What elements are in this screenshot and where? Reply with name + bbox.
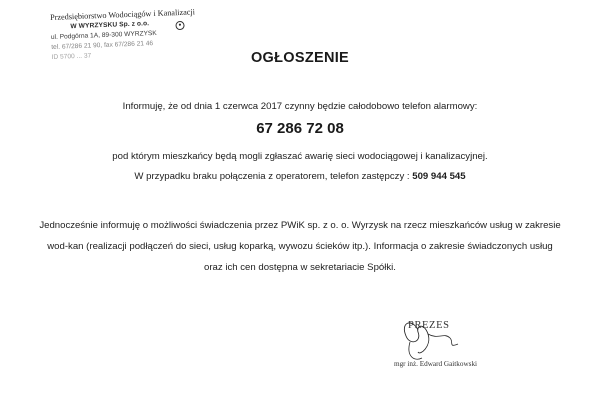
signature-name: mgr inż. Edward Gaitkowski [394, 360, 478, 368]
notice-report-line: pod którym mieszkańcy będą mogli zgłaszać awarię sieci wodociągowej i kanalizacyjnej. [112, 151, 488, 162]
notice-services-line-3: oraz ich cen dostępna w sekretariacie Spółki. [204, 262, 396, 273]
stamp-phone: tel. 67/286 21 90, fax 67/286 21 46 [51, 40, 154, 51]
stamp-company-city: W WYRZYSKU Sp. z o.o. [70, 20, 150, 31]
backup-phone-number: 509 944 545 [412, 171, 466, 182]
stamp-company-name: Przedsiębiorstwo Wodociągów i Kanalizacji [49, 7, 196, 22]
stamp-ids: ID 5700 ... 37 [51, 52, 92, 61]
notice-title: OGŁOSZENIE [250, 50, 350, 66]
alarm-phone-number: 67 286 72 08 [256, 120, 344, 137]
notice-intro-line: Informuję, że od dnia 1 czerwca 2017 czynny będzie całodobowo telefon alarmowy: [122, 101, 478, 112]
notice-services-line-2: wod-kan (realizacji podłączeń do sieci, usług koparką, wywozu ścieków itp.). Informacja o zakresie świadczonych usług [47, 241, 553, 252]
notice-backup-line [0, 171, 600, 182]
stamp-address: ul. Podgórna 1A, 89-300 WYRZYSK [50, 29, 157, 41]
backup-line-prefix: W przypadku braku połączenia z operatorem, telefon zastępczy : [134, 171, 413, 182]
signature-block [388, 312, 518, 392]
stamp-mark-icon: ● [175, 21, 184, 30]
signature-title: PREZES [408, 320, 450, 331]
notice-services-line-1: Jednocześnie informuję o możliwości świadczenia przez PWiK sp. z o. o. Wyrzysk na rzecz mieszkańców usług w zakresie [39, 220, 561, 231]
